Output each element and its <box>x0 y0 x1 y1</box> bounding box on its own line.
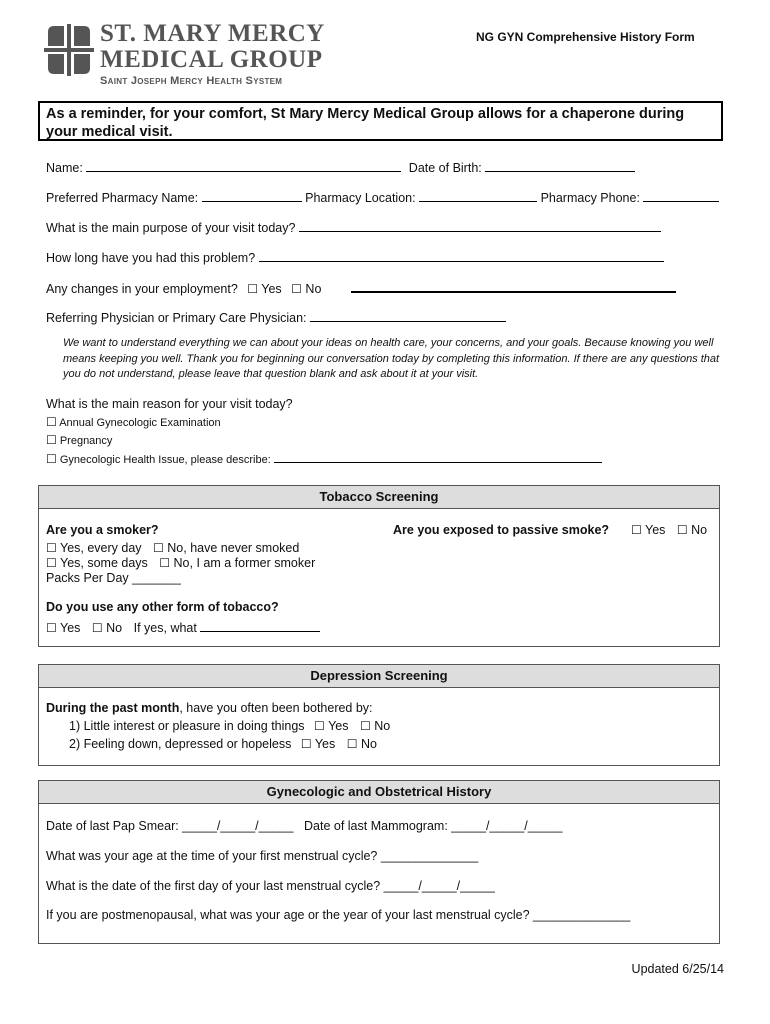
smoker-row-1 <box>46 541 299 555</box>
employment-row <box>46 278 676 296</box>
cross-emblem-icon <box>44 24 94 76</box>
employment-label: Any changes in your employment? <box>46 282 238 296</box>
smoker-question: Are you a smoker? <box>46 523 159 537</box>
pharmacy-location-label: Pharmacy Location: <box>305 191 416 205</box>
reason-option-pregnancy[interactable] <box>46 433 112 447</box>
other-tobacco-no-checkbox[interactable]: ☐ <box>91 621 103 635</box>
depression-q1-row <box>69 719 390 733</box>
q1-no-checkbox[interactable]: ☐ <box>359 719 371 733</box>
mammogram-field[interactable]: Date of last Mammogram: _____/_____/_____ <box>304 819 563 833</box>
depression-intro-bold: During the past month <box>46 701 180 715</box>
tobacco-section <box>38 485 720 647</box>
logo-line-1: ST. MARY MERCY <box>100 20 325 47</box>
depression-q1: 1) Little interest or pleasure in doing things <box>69 719 305 733</box>
annual-label: Annual Gynecologic Examination <box>59 417 221 429</box>
depression-title: Depression Screening <box>39 665 719 688</box>
first-menses-field[interactable]: What was your age at the time of your first menstrual cycle? ______________ <box>46 849 479 863</box>
pharmacy-location-field[interactable] <box>419 188 537 202</box>
logo-line-3: Saint Joseph Mercy Health System <box>100 75 283 87</box>
q1-no-label: No <box>374 719 391 733</box>
chaperone-reminder: As a reminder, for your comfort, St Mary Mercy Medical Group allows for a chaperone during your medical visit. <box>38 101 723 141</box>
yes-some-days-label: Yes, some days <box>60 556 148 570</box>
intro-text: We want to understand everything we can about your ideas on health care, your concerns, and your goals. Because knowing you well means keeping you well. Thank you for beginning our conversation today by completing this information. If there are any questions that you do not understand, please leave that question blank and ask about it at your visit. <box>63 337 720 380</box>
main-purpose-row <box>46 218 661 235</box>
other-tobacco-yes-label: Yes <box>60 621 81 635</box>
reason-question: What is the main reason for your visit today? <box>46 397 293 411</box>
q2-yes-checkbox[interactable]: ☐ <box>300 737 312 751</box>
dob-label: Date of Birth: <box>408 161 482 175</box>
tobacco-title: Tobacco Screening <box>39 486 719 509</box>
last-menses-field[interactable]: What is the date of the first day of your last menstrual cycle? _____/_____/_____ <box>46 879 495 893</box>
pap-smear-field[interactable]: Date of last Pap Smear: _____/_____/_____ <box>46 819 294 833</box>
q2-no-checkbox[interactable]: ☐ <box>346 737 358 751</box>
pharmacy-name-field[interactable] <box>202 188 302 202</box>
updated-date: Updated 6/25/14 <box>631 962 724 976</box>
pharmacy-name-label: Preferred Pharmacy Name: <box>46 191 199 205</box>
gyn-history-section <box>38 780 720 944</box>
depression-section <box>38 664 720 766</box>
depression-q2: 2) Feeling down, depressed or hopeless <box>69 737 292 751</box>
other-tobacco-yes-checkbox[interactable]: ☐ <box>46 621 57 635</box>
depression-intro-rest: , have you often been bothered by: <box>179 701 373 715</box>
employment-yes-checkbox[interactable]: ☐ <box>247 282 259 296</box>
main-purpose-field[interactable] <box>299 218 661 232</box>
annual-checkbox[interactable]: ☐ <box>46 415 57 429</box>
health-issue-checkbox[interactable]: ☐ <box>46 452 57 466</box>
form-title: NG GYN Comprehensive History Form <box>476 30 695 44</box>
passive-no-label: No <box>691 523 708 537</box>
pregnancy-checkbox[interactable]: ☐ <box>46 433 57 447</box>
logo <box>44 20 325 92</box>
smoker-row-2 <box>46 556 315 570</box>
yes-some-days-checkbox[interactable]: ☐ <box>46 556 57 570</box>
logo-line-2: MEDICAL GROUP <box>100 46 323 73</box>
pharmacy-phone-field[interactable] <box>643 188 719 202</box>
referring-field[interactable] <box>310 308 506 322</box>
referring-label: Referring Physician or Primary Care Physician: <box>46 311 307 325</box>
yes-every-day-checkbox[interactable]: ☐ <box>46 541 57 555</box>
referring-row <box>46 308 506 325</box>
dob-field[interactable] <box>485 158 635 172</box>
passive-no-checkbox[interactable]: ☐ <box>676 523 688 537</box>
name-row <box>46 158 635 175</box>
how-long-row <box>46 248 664 265</box>
employment-no-checkbox[interactable]: ☐ <box>291 282 302 296</box>
employment-yes-label: Yes <box>261 282 282 296</box>
reason-option-annual[interactable] <box>46 415 221 429</box>
packs-per-day[interactable]: Packs Per Day _______ <box>46 571 181 585</box>
name-field[interactable] <box>86 158 401 172</box>
q1-yes-label: Yes <box>328 719 349 733</box>
depression-intro <box>46 701 373 715</box>
employment-no-label: No <box>305 282 322 296</box>
if-yes-label: If yes, what <box>133 621 197 635</box>
passive-smoke-options <box>631 523 707 537</box>
passive-smoke-question: Are you exposed to passive smoke? <box>393 523 610 537</box>
other-tobacco-no-label: No <box>106 621 123 635</box>
postmenopausal-field[interactable]: If you are postmenopausal, what was your age or the year of your last menstrual cycle? ______________ <box>46 908 631 922</box>
health-issue-label: Gynecologic Health Issue, please describe: <box>59 454 271 466</box>
yes-every-day-label: Yes, every day <box>60 541 142 555</box>
no-former-checkbox[interactable]: ☐ <box>159 556 171 570</box>
no-never-label: No, have never smoked <box>167 541 300 555</box>
other-tobacco-options <box>46 618 320 635</box>
depression-q2-row <box>69 737 377 751</box>
how-long-field[interactable] <box>259 248 664 262</box>
passive-yes-label: Yes <box>645 523 666 537</box>
passive-yes-checkbox[interactable]: ☐ <box>631 523 642 537</box>
health-issue-field[interactable] <box>274 451 602 463</box>
main-purpose-label: What is the main purpose of your visit today? <box>46 221 296 235</box>
other-tobacco-field[interactable] <box>200 618 320 632</box>
no-former-label: No, I am a former smoker <box>173 556 316 570</box>
q2-no-label: No <box>361 737 377 751</box>
q1-yes-checkbox[interactable]: ☐ <box>314 719 325 733</box>
how-long-label: How long have you had this problem? <box>46 251 256 265</box>
employment-field[interactable] <box>351 278 676 293</box>
pregnancy-label: Pregnancy <box>59 435 113 447</box>
no-never-checkbox[interactable]: ☐ <box>153 541 164 555</box>
reason-option-health-issue[interactable] <box>46 451 602 466</box>
name-label: Name: <box>46 161 83 175</box>
pharmacy-row <box>46 188 719 205</box>
gyn-history-title: Gynecologic and Obstetrical History <box>39 781 719 804</box>
other-tobacco-question: Do you use any other form of tobacco? <box>46 600 279 614</box>
pharmacy-phone-label: Pharmacy Phone: <box>540 191 640 205</box>
q2-yes-label: Yes <box>314 737 336 751</box>
